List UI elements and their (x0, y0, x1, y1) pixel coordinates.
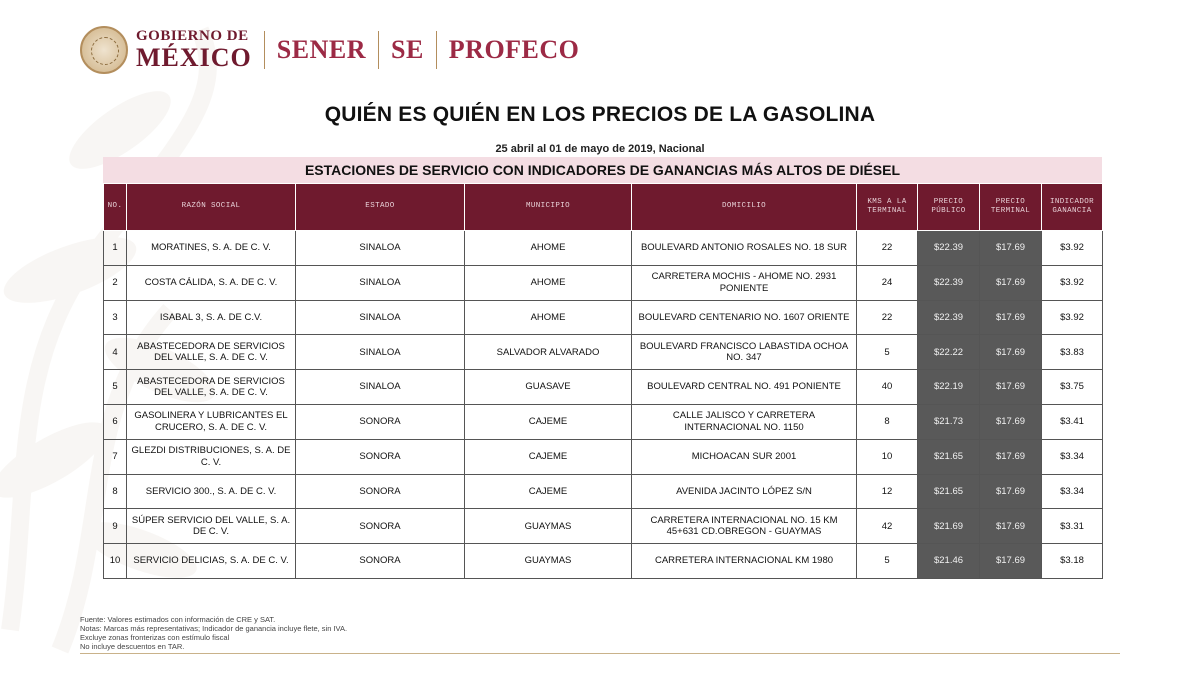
cell-no: 3 (104, 300, 127, 335)
page-subtitle: 25 abril al 01 de mayo de 2019, Nacional (495, 143, 705, 155)
cell-precio-publico: $22.39 (918, 300, 980, 335)
cell-estado: SONORA (296, 509, 465, 544)
cell-precio-terminal: $17.69 (980, 231, 1042, 266)
gob-line2: MÉXICO (136, 43, 252, 72)
agency-profeco: PROFECO (448, 35, 580, 64)
footnote-notas: Notas: Marcas más representativas; Indicador de ganancia incluye flete, sin IVA. (80, 624, 348, 634)
cell-no: 7 (104, 439, 127, 474)
cell-no: 9 (104, 509, 127, 544)
cell-precio-publico: $22.19 (918, 370, 980, 405)
cell-municipio: AHOME (465, 231, 632, 266)
table-row (104, 474, 1103, 509)
divider (264, 31, 265, 69)
cell-indicador: $3.18 (1042, 544, 1103, 579)
cell-kms: 8 (857, 404, 918, 439)
cell-indicador: $3.31 (1042, 509, 1103, 544)
cell-estado: SINALOA (296, 335, 465, 370)
cell-precio-terminal: $17.69 (980, 300, 1042, 335)
cell-no: 10 (104, 544, 127, 579)
cell-precio-terminal: $17.69 (980, 335, 1042, 370)
cell-municipio: CAJEME (465, 439, 632, 474)
cell-kms: 40 (857, 370, 918, 405)
footer-divider (80, 653, 1120, 654)
cell-domicilio: BOULEVARD ANTONIO ROSALES NO. 18 SUR (632, 231, 857, 266)
cell-kms: 5 (857, 544, 918, 579)
cell-precio-terminal: $17.69 (980, 474, 1042, 509)
cell-precio-publico: $21.73 (918, 404, 980, 439)
cell-kms: 5 (857, 335, 918, 370)
cell-razon-social: COSTA CÁLIDA, S. A. DE C. V. (127, 265, 296, 300)
cell-municipio: GUAYMAS (465, 544, 632, 579)
cell-kms: 10 (857, 439, 918, 474)
cell-domicilio: BOULEVARD CENTENARIO NO. 1607 ORIENTE (632, 300, 857, 335)
table-row (104, 370, 1103, 405)
cell-indicador: $3.34 (1042, 474, 1103, 509)
cell-kms: 42 (857, 509, 918, 544)
col-header-domicilio: DOMICILIO (632, 184, 857, 231)
cell-municipio: CAJEME (465, 404, 632, 439)
divider (436, 31, 437, 69)
cell-domicilio: MICHOACAN SUR 2001 (632, 439, 857, 474)
cell-estado: SINALOA (296, 300, 465, 335)
cell-municipio: SALVADOR ALVARADO (465, 335, 632, 370)
col-header-municipio: MUNICIPIO (465, 184, 632, 231)
header-logos (80, 24, 579, 76)
table-header-row (104, 184, 1103, 231)
cell-municipio: AHOME (465, 300, 632, 335)
cell-precio-publico: $21.65 (918, 474, 980, 509)
cell-indicador: $3.92 (1042, 300, 1103, 335)
col-header-precio-publico: PRECIO PÚBLICO (918, 184, 980, 231)
national-seal-icon (80, 26, 128, 74)
agency-se: SE (390, 35, 424, 64)
agency-sener: SENER (276, 35, 366, 64)
cell-no: 8 (104, 474, 127, 509)
cell-indicador: $3.75 (1042, 370, 1103, 405)
cell-no: 1 (104, 231, 127, 266)
cell-razon-social: ISABAL 3, S. A. DE C.V. (127, 300, 296, 335)
cell-domicilio: AVENIDA JACINTO LÓPEZ S/N (632, 474, 857, 509)
col-header-indicador: INDICADOR GANANCIA (1042, 184, 1103, 231)
cell-domicilio: BOULEVARD FRANCISCO LABASTIDA OCHOA NO. 347 (632, 335, 857, 370)
cell-municipio: CAJEME (465, 474, 632, 509)
table-row (104, 509, 1103, 544)
table-row (104, 300, 1103, 335)
cell-kms: 12 (857, 474, 918, 509)
cell-razon-social: ABASTECEDORA DE SERVICIOS DEL VALLE, S. A. DE C. V. (127, 370, 296, 405)
col-header-precio-terminal: PRECIO TERMINAL (980, 184, 1042, 231)
cell-no: 4 (104, 335, 127, 370)
table-row (104, 231, 1103, 266)
col-header-no: NO. (104, 184, 127, 231)
cell-indicador: $3.34 (1042, 439, 1103, 474)
cell-estado: SONORA (296, 544, 465, 579)
cell-razon-social: SÚPER SERVICIO DEL VALLE, S. A. DE C. V. (127, 509, 296, 544)
cell-estado: SINALOA (296, 231, 465, 266)
col-header-estado: ESTADO (296, 184, 465, 231)
table-row (104, 439, 1103, 474)
footnote-excluye: Excluye zonas fronterizas con estímulo fiscal (80, 633, 230, 643)
cell-precio-publico: $21.46 (918, 544, 980, 579)
cell-municipio: GUAYMAS (465, 509, 632, 544)
cell-kms: 22 (857, 300, 918, 335)
table-row (104, 544, 1103, 579)
cell-razon-social: MORATINES, S. A. DE C. V. (127, 231, 296, 266)
cell-razon-social: SERVICIO 300., S. A. DE C. V. (127, 474, 296, 509)
cell-indicador: $3.83 (1042, 335, 1103, 370)
cell-estado: SONORA (296, 439, 465, 474)
page-title: QUIÉN ES QUIÉN EN LOS PRECIOS DE LA GASOLINA (324, 103, 876, 126)
cell-domicilio: CARRETERA INTERNACIONAL KM 1980 (632, 544, 857, 579)
cell-indicador: $3.92 (1042, 231, 1103, 266)
cell-estado: SONORA (296, 474, 465, 509)
cell-domicilio: BOULEVARD CENTRAL NO. 491 PONIENTE (632, 370, 857, 405)
stations-table (103, 183, 1103, 579)
table-band-title: ESTACIONES DE SERVICIO CON INDICADORES DE GANANCIAS MÁS ALTOS DE DIÉSEL (103, 157, 1102, 183)
cell-estado: SINALOA (296, 265, 465, 300)
cell-estado: SINALOA (296, 370, 465, 405)
cell-razon-social: ABASTECEDORA DE SERVICIOS DEL VALLE, S. A. DE C. V. (127, 335, 296, 370)
cell-domicilio: CARRETERA INTERNACIONAL NO. 15 KM 45+631 CD.OBREGON - GUAYMAS (632, 509, 857, 544)
cell-razon-social: SERVICIO DELICIAS, S. A. DE C. V. (127, 544, 296, 579)
footnote-descuentos: No incluye descuentos en TAR. (80, 642, 185, 652)
cell-precio-terminal: $17.69 (980, 509, 1042, 544)
gob-line1: GOBIERNO DE (136, 28, 249, 44)
divider (378, 31, 379, 69)
gobierno-de-mexico-logo (136, 29, 252, 71)
cell-indicador: $3.41 (1042, 404, 1103, 439)
cell-no: 2 (104, 265, 127, 300)
cell-domicilio: CALLE JALISCO Y CARRETERA INTERNACIONAL NO. 1150 (632, 404, 857, 439)
cell-no: 5 (104, 370, 127, 405)
cell-precio-terminal: $17.69 (980, 544, 1042, 579)
cell-indicador: $3.92 (1042, 265, 1103, 300)
cell-domicilio: CARRETERA MOCHIS - AHOME NO. 2931 PONIENTE (632, 265, 857, 300)
table-row (104, 404, 1103, 439)
footnote-fuente: Fuente: Valores estimados con información de CRE y SAT. (80, 615, 276, 624)
cell-precio-publico: $21.69 (918, 509, 980, 544)
cell-precio-terminal: $17.69 (980, 439, 1042, 474)
footnotes (80, 615, 347, 652)
cell-estado: SONORA (296, 404, 465, 439)
cell-razon-social: GASOLINERA Y LUBRICANTES EL CRUCERO, S. A. DE C. V. (127, 404, 296, 439)
cell-precio-publico: $22.39 (918, 265, 980, 300)
cell-precio-terminal: $17.69 (980, 370, 1042, 405)
cell-kms: 24 (857, 265, 918, 300)
col-header-kms: KMS A LA TERMINAL (857, 184, 918, 231)
cell-precio-publico: $22.22 (918, 335, 980, 370)
cell-razon-social: GLEZDI DISTRIBUCIONES, S. A. DE C. V. (127, 439, 296, 474)
table-row (104, 265, 1103, 300)
cell-precio-publico: $22.39 (918, 231, 980, 266)
cell-precio-terminal: $17.69 (980, 404, 1042, 439)
cell-kms: 22 (857, 231, 918, 266)
cell-municipio: AHOME (465, 265, 632, 300)
cell-precio-terminal: $17.69 (980, 265, 1042, 300)
cell-municipio: GUASAVE (465, 370, 632, 405)
col-header-razon-social: RAZÓN SOCIAL (127, 184, 296, 231)
table-row (104, 335, 1103, 370)
cell-no: 6 (104, 404, 127, 439)
cell-precio-publico: $21.65 (918, 439, 980, 474)
